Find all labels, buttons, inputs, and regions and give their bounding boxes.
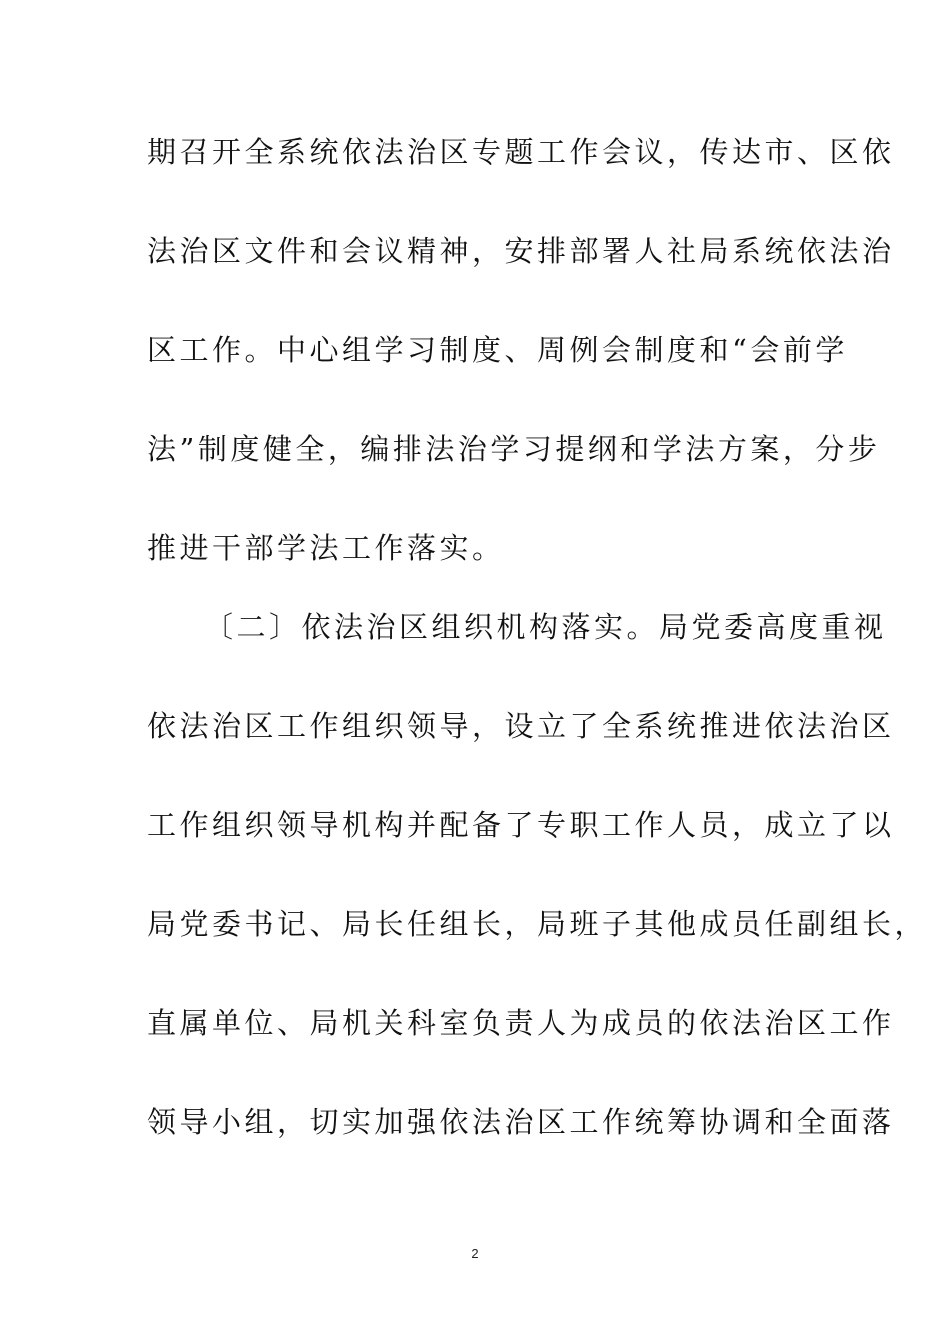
paragraph-line: 领导小组，切实加强依法治区工作统筹协调和全面落 [147,1105,895,1139]
paragraph-line: 推进干部学法工作落实。 [147,531,505,565]
paragraph-line: 期召开全系统依法治区专题工作会议，传达市、区依 [147,135,895,169]
paragraph-line: 依法治区工作组织领导，设立了全系统推进依法治区 [147,709,895,743]
section-heading-line: 〔二〕依法治区组织机构落实。局党委高度重视 [204,610,887,644]
paragraph-line: 工作组织领导机构并配备了专职工作人员，成立了以 [147,808,895,842]
paragraph-line: 直属单位、局机关科室负责人为成员的依法治区工作 [147,1006,895,1040]
paragraph-line: 法”制度健全，编排法治学习提纲和学法方案，分步 [147,432,881,466]
paragraph-line: 局党委书记、局长任组长，局班子其他成员任副组长， [147,907,928,941]
paragraph-line: 法治区文件和会议精神，安排部署人社局系统依法治 [147,234,895,268]
page-number: 2 [471,1246,479,1261]
paragraph-line: 区工作。中心组学习制度、周例会制度和“会前学 [147,333,848,367]
